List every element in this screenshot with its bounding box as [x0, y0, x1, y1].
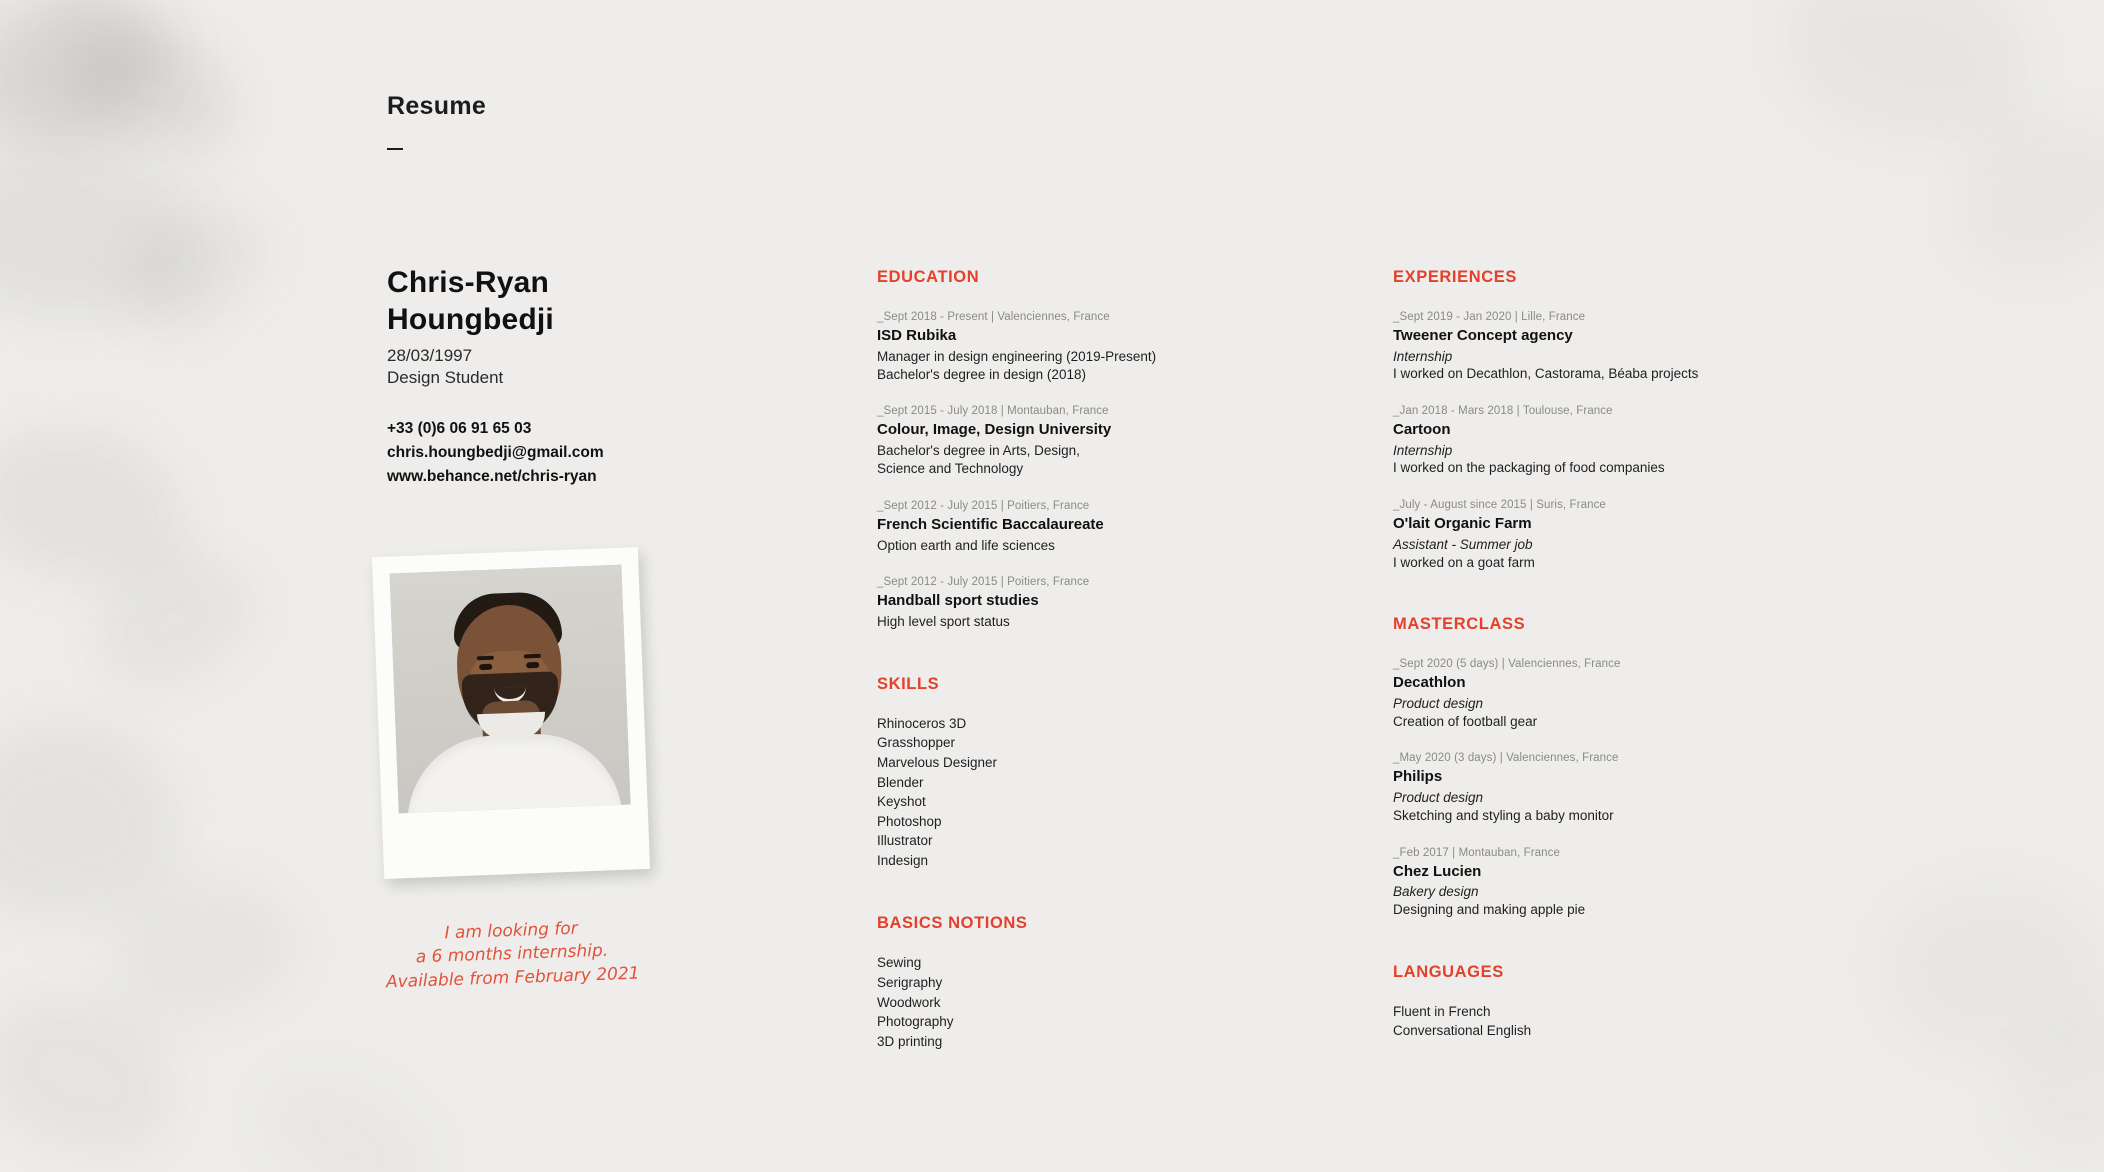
- masterclass-entry: [1393, 847, 1753, 919]
- personal-meta: [387, 345, 657, 389]
- entry-role: Bakery design: [1393, 884, 1479, 900]
- entry-line: Manager in design engineering (2019-Present): [877, 348, 1157, 364]
- entry-line: Option earth and life sciences: [877, 537, 1055, 553]
- entry-line: Bachelor's degree in design (2018): [877, 366, 1086, 382]
- entry-role: Internship: [1393, 348, 1453, 364]
- list-item: 3D printing: [877, 1033, 943, 1049]
- role: Design Student: [387, 367, 504, 387]
- entry-date: _Jan 2018 - Mars 2018 | Toulouse, France: [1393, 405, 1613, 418]
- list-item: Blender: [877, 774, 924, 790]
- portrait-polaroid: [372, 547, 650, 879]
- masterclass-entry: [1393, 752, 1753, 824]
- entry-date: _Feb 2017 | Montauban, France: [1393, 846, 1560, 859]
- entry-title: Tweener Concept agency: [1393, 327, 1573, 344]
- skills-list: [877, 714, 1222, 871]
- list-item: Illustrator: [877, 833, 933, 849]
- middle-column: [877, 268, 1222, 1051]
- list-item: Photography: [877, 1014, 954, 1030]
- masterclass-entry: [1393, 658, 1753, 730]
- portrait-photo: [390, 565, 631, 814]
- entry-line: High level sport status: [877, 614, 1010, 630]
- list-item: Photoshop: [877, 813, 942, 829]
- availability-note-line-2: a 6 months internship.: [415, 941, 609, 968]
- list-item: Indesign: [877, 852, 929, 868]
- list-item: Keyshot: [877, 794, 926, 810]
- title-underline-rule: [387, 148, 403, 150]
- entry-line: Sketching and styling a baby monitor: [1393, 807, 1614, 823]
- entry-date: _Sept 2018 - Present | Valenciennes, France: [877, 311, 1110, 323]
- entry-line: Science and Technology: [877, 460, 1024, 476]
- entry-line: I worked on Decathlon, Castorama, Béaba projects: [1393, 366, 1699, 382]
- entry-date: _Sept 2012 - July 2015 | Poitiers, France: [877, 576, 1090, 589]
- section-heading-languages: LANGUAGES: [1393, 962, 1504, 981]
- section-heading-basics-notions: BASICS NOTIONS: [877, 914, 1028, 933]
- entry-date: _Sept 2012 - July 2015 | Poitiers, France: [877, 499, 1090, 512]
- education-entry: [877, 576, 1222, 631]
- entry-role: Assistant - Summer job: [1393, 536, 1533, 552]
- right-column: [1393, 268, 1753, 1041]
- list-item: Serigraphy: [877, 974, 943, 990]
- identity-block: [387, 265, 657, 489]
- phone[interactable]: +33 (0)6 06 91 65 03: [387, 419, 532, 437]
- entry-line: Creation of football gear: [1393, 713, 1538, 729]
- availability-note: [371, 915, 653, 995]
- email[interactable]: chris.houngbedji@gmail.com: [387, 443, 604, 461]
- list-item: Sewing: [877, 955, 922, 971]
- birthdate: 28/03/1997: [387, 346, 473, 366]
- entry-title: O'lait Organic Farm: [1393, 515, 1532, 533]
- entry-role: Internship: [1393, 442, 1453, 458]
- section-heading-skills: SKILLS: [877, 674, 940, 693]
- entry-title: French Scientific Baccalaureate: [877, 515, 1104, 533]
- entry-title: Colour, Image, Design University: [877, 421, 1112, 439]
- section-heading-experiences: EXPERIENCES: [1393, 268, 1517, 286]
- entry-date: _July - August since 2015 | Suris, France: [1393, 499, 1606, 512]
- full-name: [387, 265, 657, 338]
- entry-title: ISD Rubika: [877, 327, 957, 344]
- education-entry: [877, 405, 1222, 477]
- entry-role: Product design: [1393, 790, 1484, 806]
- website-link[interactable]: www.behance.net/chris-ryan: [387, 467, 597, 485]
- list-item: Woodwork: [877, 994, 941, 1010]
- entry-title: Handball sport studies: [877, 592, 1039, 610]
- page-title: Resume: [387, 92, 487, 120]
- experience-entry: [1393, 499, 1753, 571]
- entry-title: Decathlon: [1393, 674, 1466, 692]
- section-heading-masterclass: MASTERCLASS: [1393, 615, 1526, 634]
- last-name: Houngbedji: [387, 302, 554, 336]
- list-item: Fluent in French: [1393, 1003, 1491, 1019]
- first-name: Chris-Ryan: [387, 266, 550, 299]
- entry-line: I worked on a goat farm: [1393, 554, 1535, 570]
- entry-line: Bachelor's degree in Arts, Design,: [877, 443, 1080, 459]
- entry-date: _May 2020 (3 days) | Valenciennes, France: [1393, 752, 1619, 765]
- experience-entry: [1393, 311, 1753, 383]
- entry-title: Cartoon: [1393, 421, 1451, 439]
- entry-line: I worked on the packaging of food companies: [1393, 460, 1665, 476]
- entry-date: _Sept 2015 - July 2018 | Montauban, France: [877, 405, 1109, 418]
- entry-line: Designing and making apple pie: [1393, 901, 1586, 917]
- availability-note-line-3: Available from February 2021: [385, 963, 640, 993]
- entry-title: Philips: [1393, 768, 1443, 786]
- education-entry: [877, 500, 1222, 555]
- entry-date: _Sept 2020 (5 days) | Valenciennes, France: [1393, 658, 1621, 671]
- contact-block: [387, 417, 657, 489]
- list-item: Marvelous Designer: [877, 755, 998, 770]
- entry-date: _Sept 2019 - Jan 2020 | Lille, France: [1393, 311, 1586, 323]
- experience-entry: [1393, 405, 1753, 477]
- entry-title: Chez Lucien: [1393, 862, 1482, 880]
- list-item: Conversational English: [1393, 1023, 1532, 1039]
- list-item: Grasshopper: [877, 735, 956, 751]
- list-item: Rhinoceros 3D: [877, 715, 967, 731]
- availability-note-line-1: I am looking for: [444, 918, 579, 944]
- languages-list: [1393, 1002, 1753, 1041]
- education-entry: [877, 311, 1222, 383]
- basics-notions-list: [877, 953, 1222, 1051]
- section-heading-education: EDUCATION: [877, 268, 980, 286]
- entry-role: Product design: [1393, 696, 1484, 712]
